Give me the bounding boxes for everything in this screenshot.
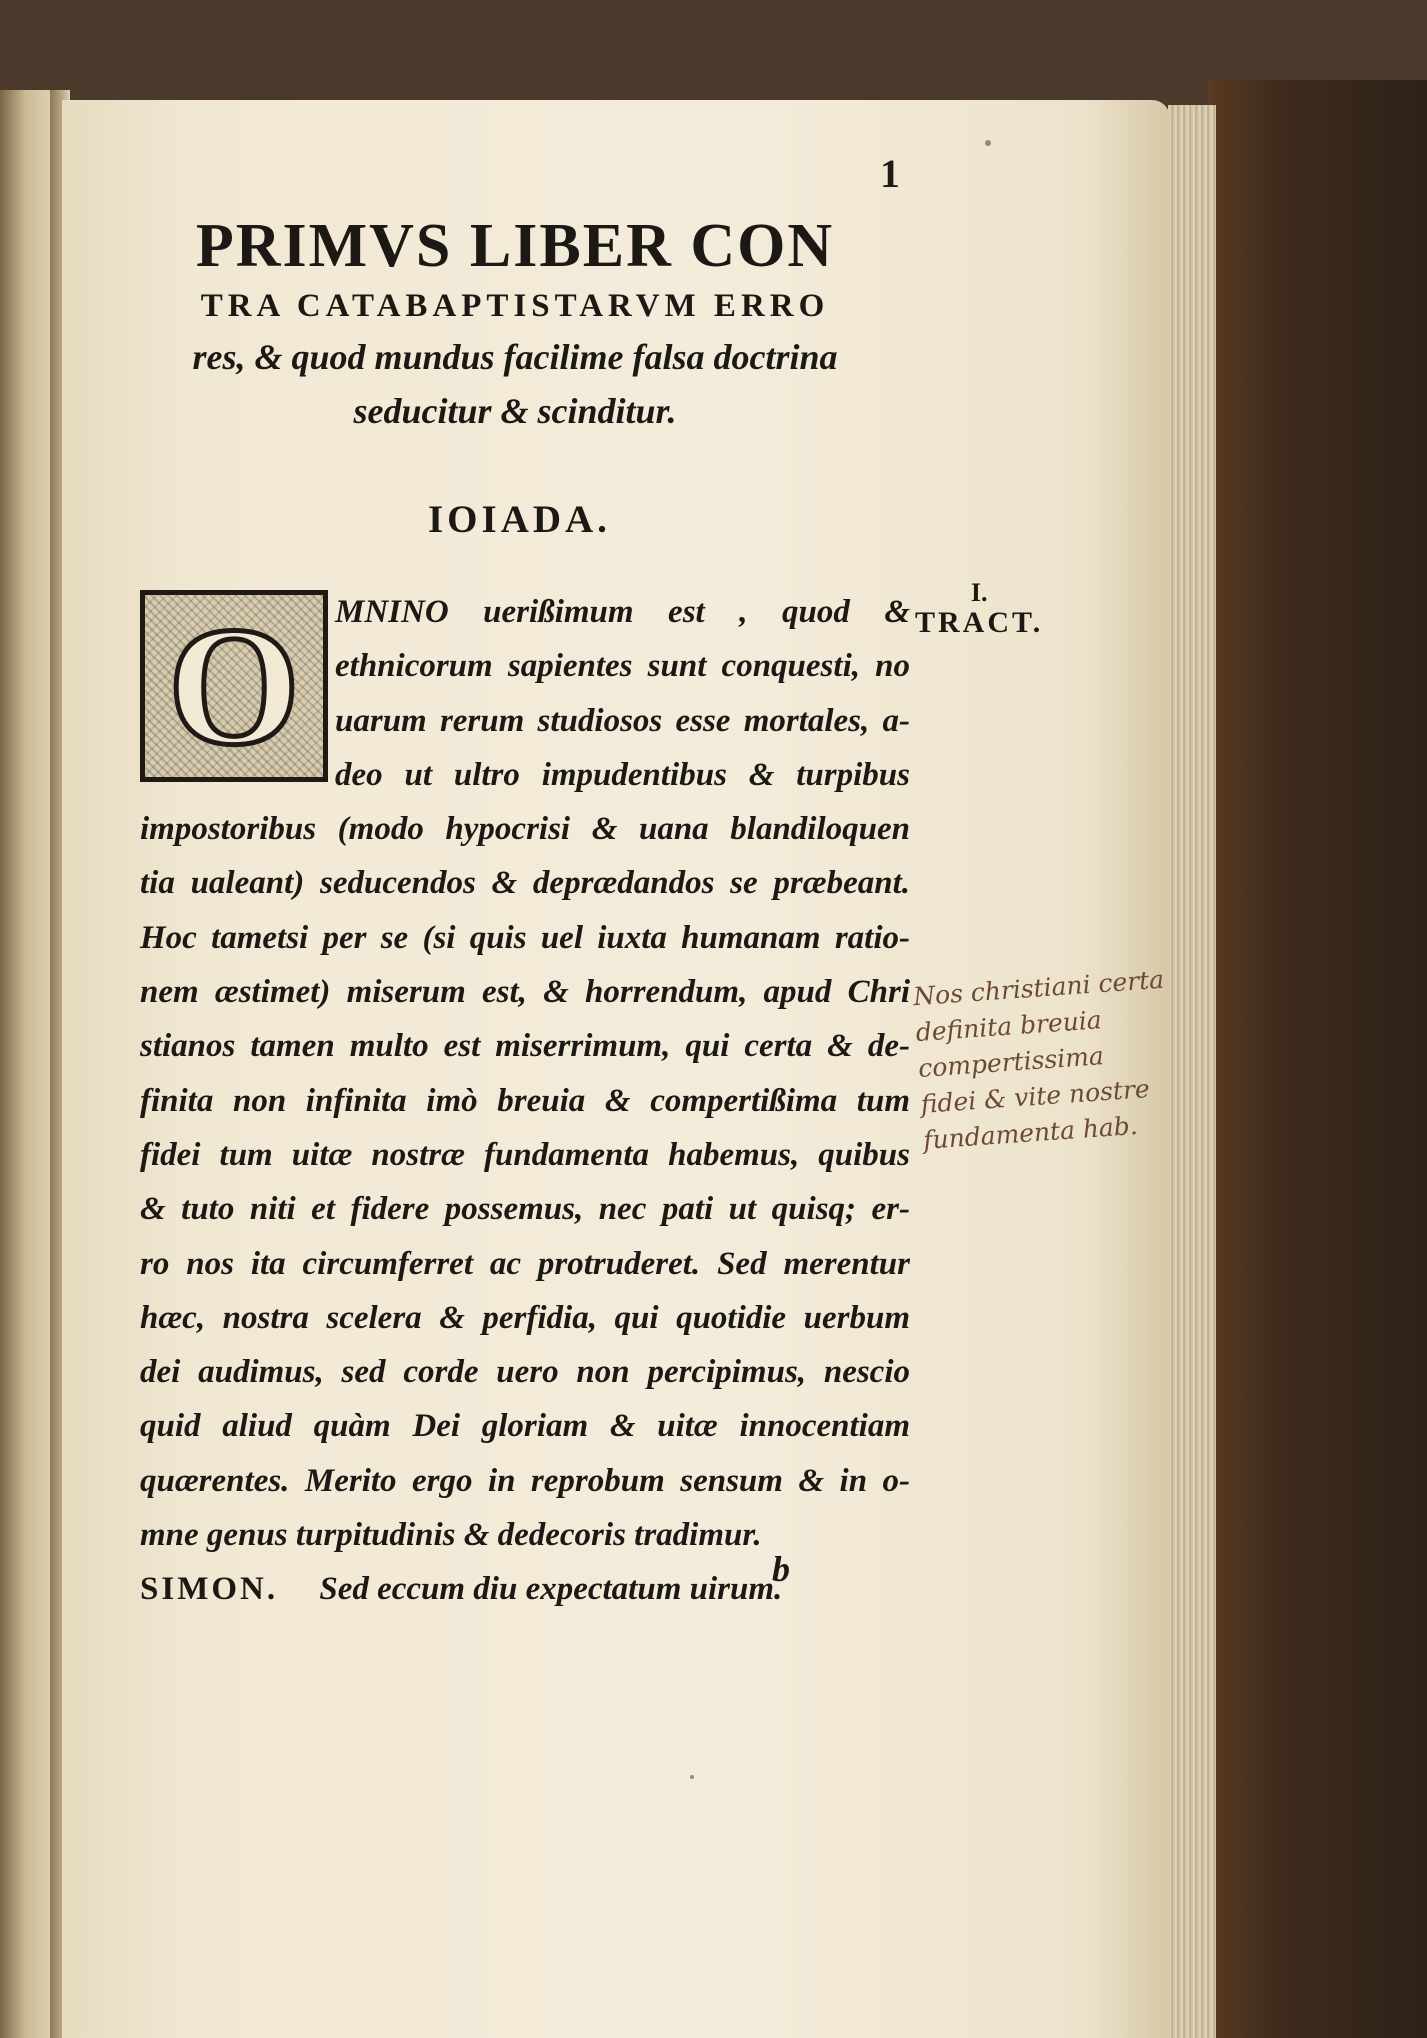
annotation-line: definita breuia — [914, 1005, 1103, 1048]
title-line-4: seducitur & scinditur. — [353, 391, 677, 431]
annotation-line: compertissima — [917, 1041, 1105, 1084]
text-line: quid aliud quàm Dei gloriam & uitæ innocentiam — [140, 1408, 910, 1445]
text-line: uarum rerum studiosos esse mortales, a- — [335, 702, 910, 739]
title-line-1: PRIMVS LIBER CON — [195, 212, 835, 280]
page-number: 1 — [880, 151, 900, 196]
text-line: impostoribus (modo hypocrisi & uana blandiloquen — [140, 811, 910, 848]
text-line: dei audimus, sed corde uero non percipimus, nescio — [140, 1354, 910, 1391]
speaker-heading: IOIADA. — [428, 498, 611, 541]
text-line: & tuto niti et fidere possemus, nec pati ut quisq; er- — [140, 1191, 910, 1228]
text-line: Hoc tametsi per se (si quis uel iuxta humanam ratio- — [140, 919, 910, 956]
annotation-line: fundamenta hab. — [922, 1110, 1139, 1155]
title-line-2: TRA CATABAPTISTARVM ERRO — [200, 288, 830, 324]
handwritten-annotation — [912, 961, 1184, 1159]
text-line: mne genus turpitudinis & dedecoris tradimur. — [140, 1517, 762, 1554]
text-line: stianos tamen multo est miserrimum, qui certa & de- — [140, 1028, 910, 1065]
text-line: fidei tum uitæ nostræ fundamenta habemus, quibus — [140, 1136, 910, 1173]
chapter-title — [125, 210, 905, 438]
text-line: ethnicorum sapientes sunt conquesti, no — [335, 648, 910, 685]
text-line: nem æstimet) miserum est, & horrendum, apud Chri — [140, 974, 910, 1011]
drop-cap-letter: O — [167, 592, 301, 780]
closing-line — [140, 1562, 910, 1616]
text-line: hæc, nostra scelera & perfidia, qui quotidie uerbum — [140, 1299, 910, 1336]
closing-speaker: SIMON. — [140, 1571, 279, 1608]
ink-fleck — [985, 140, 991, 146]
ink-fleck — [690, 1775, 694, 1779]
text-line: finita non infinita imò breuia & compertißima tum — [140, 1082, 910, 1119]
text-line: quærentes. Merito ergo in reprobum sensum & in o- — [140, 1462, 910, 1499]
catchword: b — [772, 1549, 790, 1589]
title-line-3: res, & quod mundus facilime falsa doctrina — [192, 337, 838, 377]
marginal-note — [915, 580, 1043, 640]
book-cover-edge — [1208, 80, 1427, 2038]
decorated-initial — [140, 590, 328, 782]
text-line: MNINO uerißimum est , quod & — [335, 594, 910, 630]
marginal-number: I. — [970, 578, 988, 607]
text-line: ro nos ita circumferret ac protruderet. Sed merentur — [140, 1245, 910, 1282]
annotation-line: fidei & vite nostre — [919, 1074, 1151, 1119]
text-line: tia ualeant) seducendos & deprædandos se præbeant. — [140, 865, 910, 902]
marginal-label: TRACT. — [915, 606, 1044, 639]
closing-text: Sed eccum diu expectatum uirum. — [319, 1571, 783, 1608]
annotation-line: Nos christiani certa — [912, 964, 1165, 1012]
text-line: deo ut ultro impudentibus & turpibus — [335, 756, 910, 793]
